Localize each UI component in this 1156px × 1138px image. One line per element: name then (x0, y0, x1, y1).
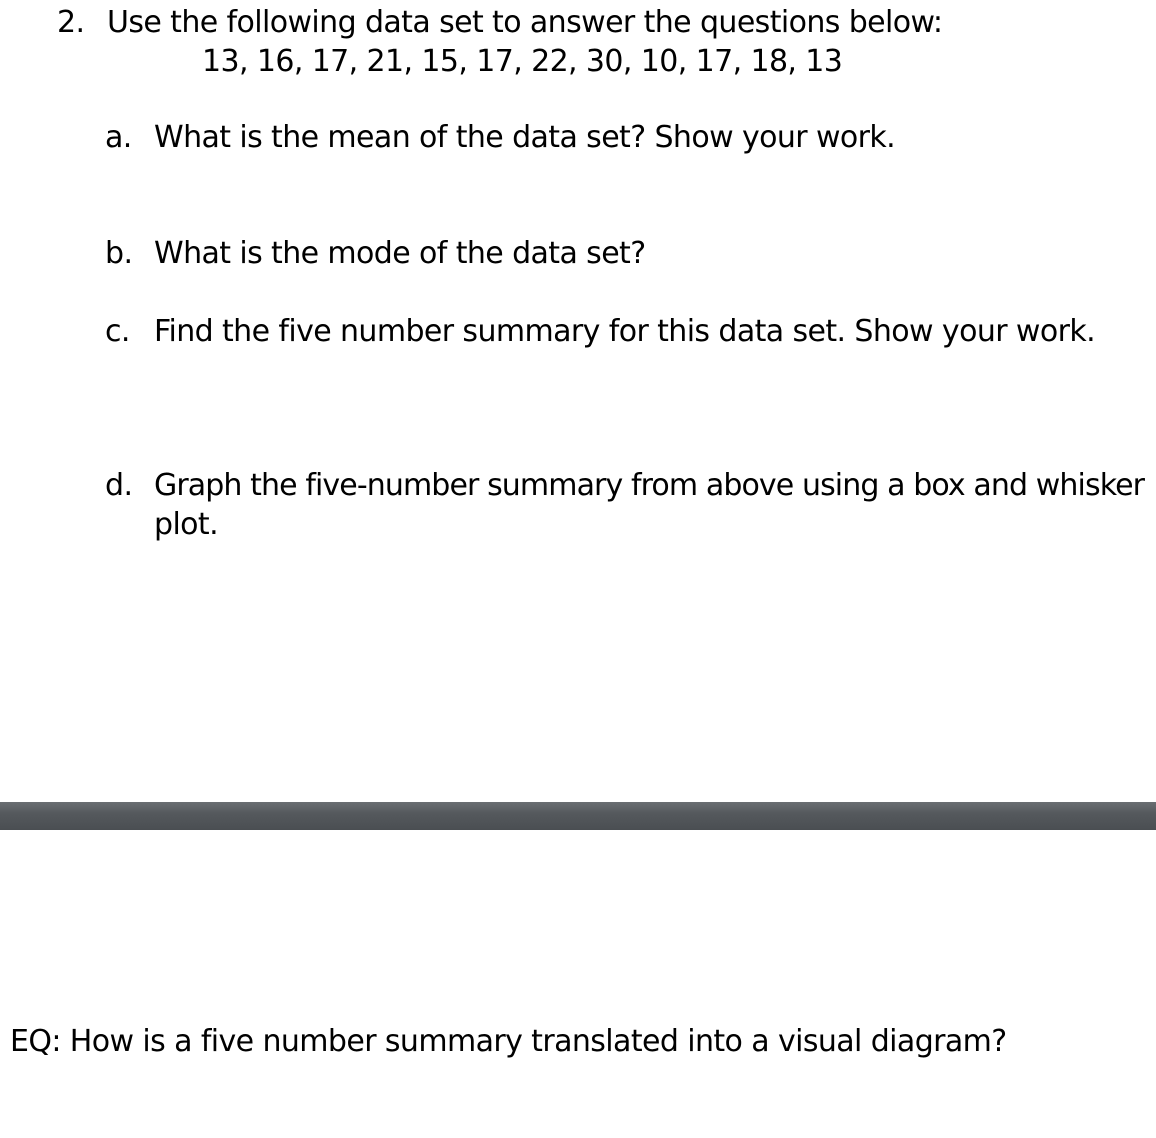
essential-question: EQ: How is a five number summary translated into a visual diagram? (10, 1024, 1007, 1059)
part-a-text: What is the mean of the data set? Show your work. (154, 120, 896, 155)
data-set-values: 13, 16, 17, 21, 15, 17, 22, 30, 10, 17, 18, 13 (202, 44, 843, 79)
part-c-letter: c. (105, 314, 130, 349)
question-number: 2. (57, 5, 85, 40)
part-d-letter: d. (105, 468, 133, 503)
part-a-letter: a. (105, 120, 132, 155)
part-d-text: Graph the five-number summary from above using a box and whisker (154, 468, 1145, 503)
part-b-letter: b. (105, 236, 133, 271)
part-c-text: Find the five number summary for this data set. Show your work. (154, 314, 1096, 349)
question-prompt: Use the following data set to answer the questions below: (107, 5, 943, 40)
part-b-text: What is the mode of the data set? (154, 236, 646, 271)
section-divider (0, 802, 1156, 830)
part-d-text-continued: plot. (154, 507, 219, 542)
